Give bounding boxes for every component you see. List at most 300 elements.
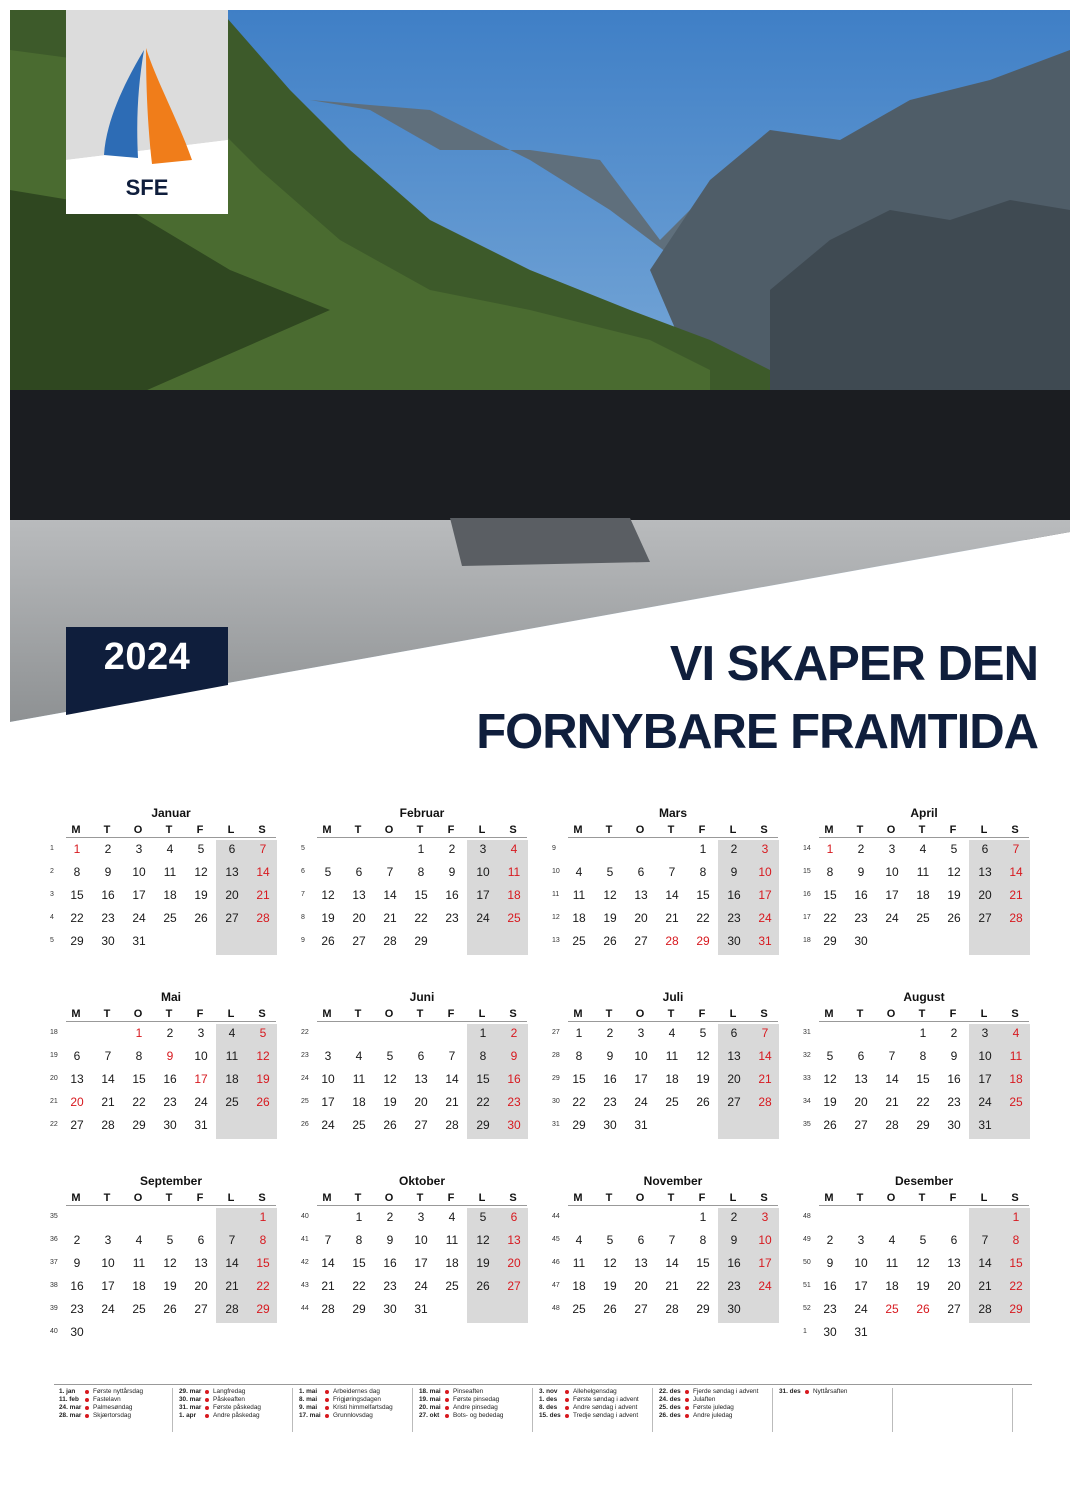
week-number: 15: [803, 868, 811, 875]
day-cell: 17: [132, 888, 146, 902]
day-cell: 30: [70, 1325, 84, 1339]
day-cell: 22: [132, 1095, 146, 1109]
day-cell: 10: [854, 1256, 868, 1270]
day-header: O: [635, 1008, 645, 1020]
week-number: 36: [50, 1236, 58, 1243]
holiday-item: [534, 1404, 652, 1412]
day-cell: 29: [1009, 1302, 1023, 1316]
day-cell: 29: [916, 1118, 930, 1132]
day-cell: 20: [70, 1095, 84, 1109]
day-cell: 28: [885, 1118, 899, 1132]
day-cell: 8: [699, 1233, 707, 1247]
day-cell: 14: [101, 1072, 115, 1086]
day-header: F: [949, 1192, 957, 1204]
day-header: L: [729, 1192, 737, 1204]
day-cell: 31: [634, 1118, 648, 1132]
day-cell: 13: [414, 1072, 428, 1086]
day-cell: 18: [885, 1279, 899, 1293]
day-header: T: [165, 1192, 173, 1204]
day-cell: 25: [352, 1118, 366, 1132]
day-header: M: [573, 824, 583, 836]
holiday-item: [534, 1396, 652, 1404]
month-name: Februar: [399, 806, 445, 820]
day-cell: 2: [826, 1233, 834, 1247]
day-header: T: [667, 824, 675, 836]
day-cell: 7: [386, 865, 394, 879]
day-header: F: [949, 824, 957, 836]
day-cell: 8: [1012, 1233, 1020, 1247]
day-cell: 26: [476, 1279, 490, 1293]
day-cell: 7: [448, 1049, 456, 1063]
day-cell: 16: [727, 1256, 741, 1270]
holiday-item: [654, 1412, 772, 1420]
day-cell: 25: [225, 1095, 239, 1109]
week-number: 23: [301, 1052, 309, 1059]
holiday-name: Påskeaften: [213, 1396, 245, 1403]
week-number: 19: [50, 1052, 58, 1059]
day-cell: 22: [476, 1095, 490, 1109]
day-cell: 29: [572, 1118, 586, 1132]
day-cell: 2: [104, 842, 112, 856]
day-cell: 22: [916, 1095, 930, 1109]
week-number: 20: [50, 1075, 58, 1082]
day-cell: 24: [854, 1302, 868, 1316]
day-cell: 6: [197, 1233, 205, 1247]
day-cell: 18: [916, 888, 930, 902]
day-cell: 31: [758, 934, 772, 948]
week-number: 51: [803, 1282, 811, 1289]
holiday-item: [294, 1412, 412, 1420]
day-cell: 20: [507, 1256, 521, 1270]
holiday-column: [174, 1388, 293, 1432]
day-cell: 1: [826, 842, 834, 856]
month-februar: [295, 806, 535, 976]
day-cell: 17: [885, 888, 899, 902]
red-dot-icon: [445, 1398, 449, 1402]
day-cell: 29: [414, 934, 428, 948]
day-cell: 31: [414, 1302, 428, 1316]
holiday-name: Første juledag: [693, 1404, 734, 1411]
day-cell: 23: [101, 911, 115, 925]
day-cell: 12: [383, 1072, 397, 1086]
day-header: T: [667, 1008, 675, 1020]
day-cell: 2: [73, 1233, 81, 1247]
red-dot-icon: [325, 1406, 329, 1410]
day-header: L: [478, 1008, 486, 1020]
day-cell: 2: [606, 1026, 614, 1040]
holiday-date: 31. mar: [179, 1404, 202, 1411]
day-cell: 28: [665, 1302, 679, 1316]
day-cell: 4: [135, 1233, 143, 1247]
day-header: S: [760, 1192, 768, 1204]
red-dot-icon: [205, 1406, 209, 1410]
day-cell: 29: [696, 1302, 710, 1316]
week-number: 7: [301, 891, 305, 898]
red-dot-icon: [685, 1406, 689, 1410]
week-number: 26: [301, 1121, 309, 1128]
week-number: 17: [803, 914, 811, 921]
holiday-item: [654, 1404, 772, 1412]
day-cell: 27: [225, 911, 239, 925]
holiday-divider: [54, 1384, 1032, 1385]
day-cell: 11: [916, 865, 930, 879]
holiday-item: [414, 1412, 532, 1420]
day-cell: 16: [854, 888, 868, 902]
day-header: M: [71, 824, 81, 836]
day-cell: 18: [445, 1256, 459, 1270]
week-number: 32: [803, 1052, 811, 1059]
day-cell: 11: [572, 888, 586, 902]
day-cell: 28: [225, 1302, 239, 1316]
day-cell: 5: [479, 1210, 487, 1224]
day-cell: 13: [225, 865, 239, 879]
day-cell: 27: [947, 1302, 961, 1316]
day-header: O: [384, 1008, 394, 1020]
holiday-name: Langfredag: [213, 1388, 246, 1395]
week-number: 50: [803, 1259, 811, 1266]
week-number: 24: [301, 1075, 309, 1082]
day-cell: 26: [696, 1095, 710, 1109]
day-header: F: [949, 1008, 957, 1020]
day-cell: 12: [603, 888, 617, 902]
day-cell: 26: [321, 934, 335, 948]
day-cell: 3: [479, 842, 487, 856]
day-cell: 16: [727, 888, 741, 902]
week-number: 48: [803, 1213, 811, 1220]
day-cell: 17: [476, 888, 490, 902]
week-number: 3: [50, 891, 54, 898]
day-cell: 30: [507, 1118, 521, 1132]
day-cell: 4: [575, 1233, 583, 1247]
day-header: F: [196, 1192, 204, 1204]
day-header: S: [760, 1008, 768, 1020]
day-cell: 26: [194, 911, 208, 925]
red-dot-icon: [205, 1414, 209, 1418]
day-cell: 11: [665, 1049, 679, 1063]
holiday-date: 19. mai: [419, 1396, 441, 1403]
tagline-line-1: VI SKAPER DEN: [669, 637, 1038, 691]
day-cell: 23: [163, 1095, 177, 1109]
day-cell: 16: [70, 1279, 84, 1293]
year-label: 2024: [103, 636, 191, 678]
holiday-item: [534, 1388, 652, 1396]
day-cell: 12: [256, 1049, 270, 1063]
day-header: T: [605, 824, 613, 836]
holiday-date: 26. des: [659, 1412, 681, 1419]
day-cell: 18: [352, 1095, 366, 1109]
month-name: September: [139, 1174, 203, 1188]
day-cell: 25: [445, 1279, 459, 1293]
header-rule: [819, 1205, 1029, 1206]
day-header: M: [322, 1192, 332, 1204]
day-cell: 1: [919, 1026, 927, 1040]
holiday-date: 25. des: [659, 1404, 681, 1411]
day-header: S: [509, 824, 517, 836]
day-header: M: [573, 1008, 583, 1020]
red-dot-icon: [685, 1398, 689, 1402]
week-number: 38: [50, 1282, 58, 1289]
day-header: F: [447, 1008, 455, 1020]
day-cell: 1: [135, 1026, 143, 1040]
day-cell: 30: [727, 1302, 741, 1316]
day-cell: 2: [386, 1210, 394, 1224]
holiday-item: [294, 1396, 412, 1404]
day-cell: 6: [510, 1210, 518, 1224]
day-cell: 30: [603, 1118, 617, 1132]
red-dot-icon: [325, 1390, 329, 1394]
week-number: 49: [803, 1236, 811, 1243]
day-header: T: [416, 824, 424, 836]
day-cell: 4: [166, 842, 174, 856]
day-cell: 14: [321, 1256, 335, 1270]
holiday-name: Fjerde søndag i advent: [693, 1388, 759, 1395]
holiday-item: [174, 1412, 292, 1420]
day-cell: 23: [603, 1095, 617, 1109]
holiday-date: 3. nov: [539, 1388, 558, 1395]
month-august: [797, 990, 1037, 1160]
week-number: 41: [301, 1236, 309, 1243]
day-header: O: [133, 824, 143, 836]
day-cell: 30: [823, 1325, 837, 1339]
holiday-item: [174, 1388, 292, 1396]
day-cell: 15: [696, 1256, 710, 1270]
day-header: O: [635, 1192, 645, 1204]
header-rule: [66, 1205, 276, 1206]
day-cell: 28: [101, 1118, 115, 1132]
week-number: 6: [301, 868, 305, 875]
day-cell: 30: [854, 934, 868, 948]
week-number: 40: [301, 1213, 309, 1220]
day-cell: 11: [885, 1256, 899, 1270]
day-cell: 5: [606, 1233, 614, 1247]
day-cell: 29: [476, 1118, 490, 1132]
day-cell: 19: [603, 911, 617, 925]
week-number: 13: [552, 937, 560, 944]
day-cell: 21: [445, 1095, 459, 1109]
holiday-date: 8. mai: [299, 1396, 318, 1403]
holiday-item: [654, 1388, 772, 1396]
week-number: 39: [50, 1305, 58, 1312]
day-header: F: [196, 1008, 204, 1020]
day-cell: 18: [163, 888, 177, 902]
week-number: 21: [50, 1098, 58, 1105]
day-cell: 30: [947, 1118, 961, 1132]
day-cell: 14: [978, 1256, 992, 1270]
day-cell: 1: [73, 842, 81, 856]
month-name: August: [903, 990, 945, 1004]
day-cell: 15: [1009, 1256, 1023, 1270]
day-cell: 29: [70, 934, 84, 948]
day-cell: 26: [256, 1095, 270, 1109]
day-cell: 3: [857, 1233, 865, 1247]
red-dot-icon: [685, 1390, 689, 1394]
day-header: S: [258, 1192, 266, 1204]
day-cell: 23: [70, 1302, 84, 1316]
red-dot-icon: [565, 1398, 569, 1402]
holiday-name: Første nyttårsdag: [93, 1388, 144, 1395]
day-header: T: [103, 824, 111, 836]
header-rule: [317, 1205, 527, 1206]
day-cell: 7: [324, 1233, 332, 1247]
day-cell: 23: [854, 911, 868, 925]
day-cell: 24: [194, 1095, 208, 1109]
day-cell: 7: [761, 1026, 769, 1040]
day-cell: 16: [507, 1072, 521, 1086]
week-number: 16: [803, 891, 811, 898]
holiday-name: Skjærtorsdag: [93, 1412, 132, 1419]
holiday-item: [414, 1404, 532, 1412]
week-number: 22: [50, 1121, 58, 1128]
holiday-column-empty: [894, 1388, 1013, 1432]
red-dot-icon: [85, 1390, 89, 1394]
day-cell: 7: [981, 1233, 989, 1247]
holiday-name: Nyttårsaften: [813, 1388, 848, 1395]
week-number: 5: [50, 937, 54, 944]
day-header: T: [856, 1192, 864, 1204]
day-cell: 10: [758, 1233, 772, 1247]
day-cell: 3: [197, 1026, 205, 1040]
day-cell: 19: [603, 1279, 617, 1293]
day-cell: 24: [321, 1118, 335, 1132]
day-cell: 24: [758, 1279, 772, 1293]
holiday-date: 9. mai: [299, 1404, 318, 1411]
day-cell: 27: [507, 1279, 521, 1293]
day-header: T: [856, 1008, 864, 1020]
day-cell: 2: [730, 1210, 738, 1224]
day-cell: 9: [730, 1233, 738, 1247]
day-cell: 9: [826, 1256, 834, 1270]
day-cell: 22: [823, 911, 837, 925]
day-cell: 25: [507, 911, 521, 925]
day-header: L: [729, 1008, 737, 1020]
day-header: M: [824, 1192, 834, 1204]
day-cell: 26: [947, 911, 961, 925]
day-cell: 19: [321, 911, 335, 925]
day-cell: 23: [947, 1095, 961, 1109]
day-header: T: [416, 1008, 424, 1020]
day-cell: 7: [888, 1049, 896, 1063]
holiday-column: [414, 1388, 533, 1432]
week-number: 9: [301, 937, 305, 944]
day-cell: 23: [727, 911, 741, 925]
header-rule: [568, 1205, 778, 1206]
day-cell: 13: [70, 1072, 84, 1086]
holiday-date: 30. mar: [179, 1396, 202, 1403]
holiday-name: Første pinsedag: [453, 1396, 500, 1403]
month-name: Januar: [151, 806, 191, 820]
day-cell: 9: [857, 865, 865, 879]
day-cell: 10: [758, 865, 772, 879]
day-cell: 3: [417, 1210, 425, 1224]
holiday-item: [294, 1404, 412, 1412]
header-rule: [317, 837, 527, 838]
day-cell: 5: [606, 865, 614, 879]
week-number: 27: [552, 1029, 560, 1036]
day-header: L: [227, 1192, 235, 1204]
month-name: Mars: [658, 806, 687, 820]
day-cell: 13: [352, 888, 366, 902]
day-cell: 14: [445, 1072, 459, 1086]
holiday-column: [774, 1388, 893, 1432]
day-cell: 2: [950, 1026, 958, 1040]
holiday-name: Andre påskedag: [213, 1412, 260, 1419]
week-number: 34: [803, 1098, 811, 1105]
day-cell: 8: [919, 1049, 927, 1063]
day-cell: 22: [572, 1095, 586, 1109]
day-cell: 28: [445, 1118, 459, 1132]
day-cell: 13: [634, 1256, 648, 1270]
holiday-date: 8. des: [539, 1404, 558, 1411]
day-cell: 15: [916, 1072, 930, 1086]
week-number: 35: [50, 1213, 58, 1220]
month-mars: [546, 806, 786, 976]
day-cell: 27: [194, 1302, 208, 1316]
day-cell: 11: [132, 1256, 146, 1270]
day-cell: 13: [978, 865, 992, 879]
day-cell: 29: [352, 1302, 366, 1316]
day-cell: 22: [696, 1279, 710, 1293]
day-cell: 6: [637, 865, 645, 879]
day-cell: 31: [854, 1325, 868, 1339]
week-number: 4: [50, 914, 54, 921]
month-name: Oktober: [398, 1174, 445, 1188]
week-number: 31: [552, 1121, 560, 1128]
day-cell: 23: [445, 911, 459, 925]
holiday-date: 24. mar: [59, 1404, 82, 1411]
day-cell: 1: [355, 1210, 363, 1224]
day-header: F: [447, 824, 455, 836]
day-header: L: [729, 824, 737, 836]
day-cell: 17: [758, 888, 772, 902]
week-number: 44: [301, 1305, 309, 1312]
day-cell: 21: [256, 888, 270, 902]
holiday-date: 11. feb: [59, 1396, 79, 1403]
week-number: 33: [803, 1075, 811, 1082]
day-cell: 10: [978, 1049, 992, 1063]
day-cell: 16: [383, 1256, 397, 1270]
red-dot-icon: [85, 1406, 89, 1410]
day-cell: 2: [448, 842, 456, 856]
day-cell: 27: [414, 1118, 428, 1132]
holiday-name: Palmesøndag: [93, 1404, 133, 1411]
week-number: 1: [803, 1328, 807, 1335]
day-cell: 15: [256, 1256, 270, 1270]
day-header: T: [165, 1008, 173, 1020]
day-cell: 3: [888, 842, 896, 856]
day-cell: 18: [507, 888, 521, 902]
day-cell: 15: [572, 1072, 586, 1086]
holiday-date: 1. apr: [179, 1412, 197, 1419]
week-number: 18: [50, 1029, 58, 1036]
week-number: 42: [301, 1259, 309, 1266]
month-name: April: [910, 806, 938, 820]
day-header: T: [354, 824, 362, 836]
holiday-item: [414, 1388, 532, 1396]
day-cell: 7: [259, 842, 267, 856]
day-cell: 13: [634, 888, 648, 902]
holiday-name: Grunnlovsdag: [333, 1412, 373, 1419]
day-cell: 19: [383, 1095, 397, 1109]
day-cell: 10: [132, 865, 146, 879]
day-cell: 25: [572, 1302, 586, 1316]
holiday-name: Første søndag i advent: [573, 1396, 639, 1403]
day-cell: 7: [228, 1233, 236, 1247]
day-cell: 12: [947, 865, 961, 879]
day-cell: 15: [823, 888, 837, 902]
day-cell: 17: [634, 1072, 648, 1086]
year-calendar: [44, 806, 1044, 1366]
week-number: 29: [552, 1075, 560, 1082]
